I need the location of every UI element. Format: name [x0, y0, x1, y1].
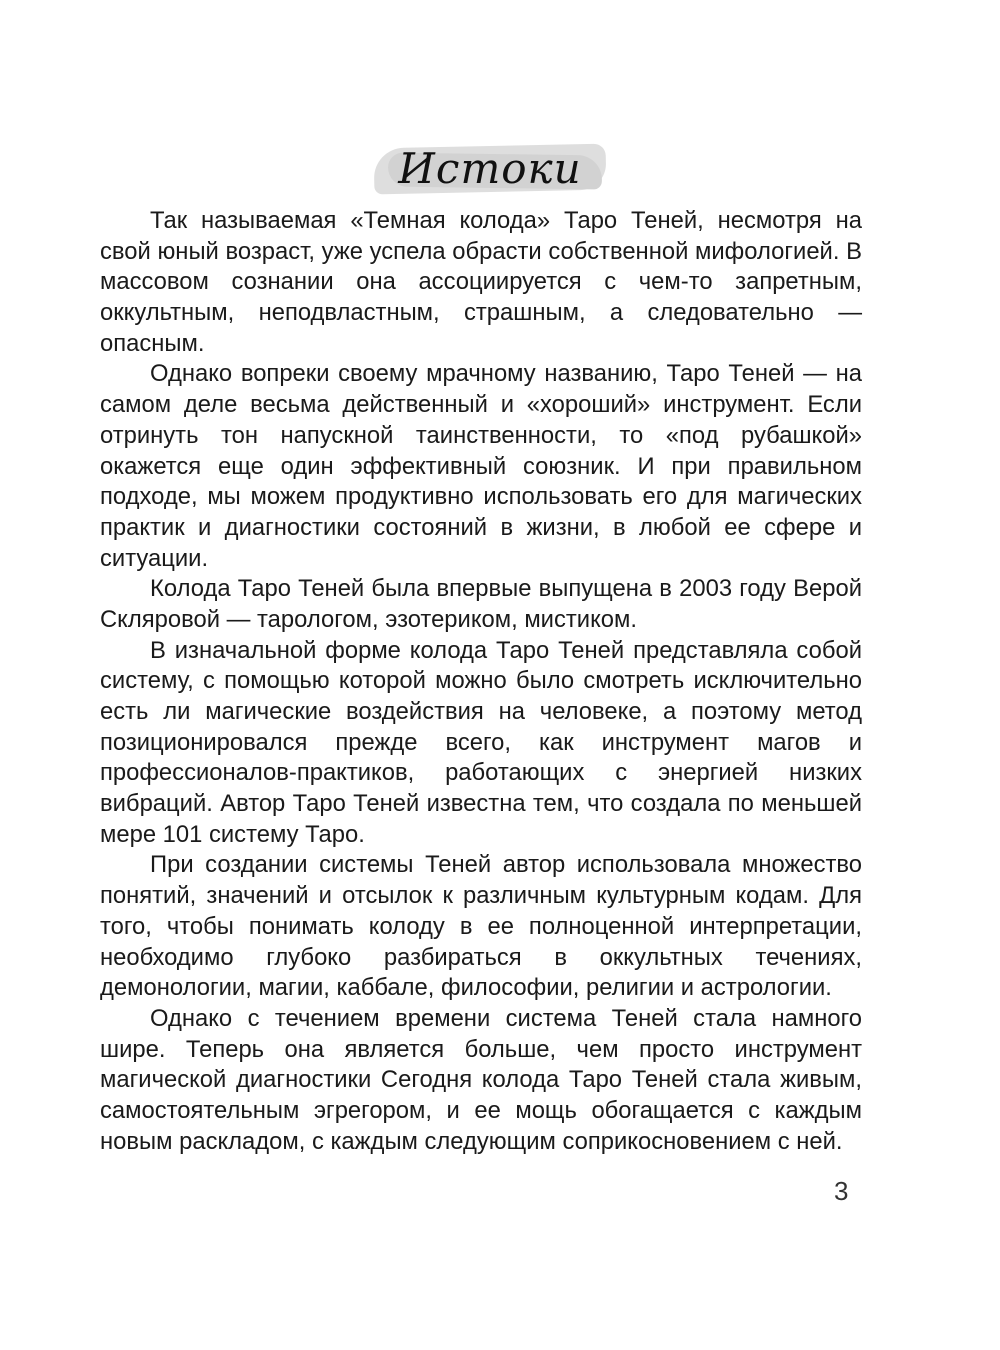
page-number: 3: [834, 1176, 849, 1206]
paragraph: Однако вопреки своему мрачному названию, Таро Теней — на самом деле весьма действенный и «хороший» инструмент. Если отринуть тон напускной таинственности, то «под рубашкой» окажется еще один эффективный союзник. И при правильном подходе, мы можем продуктивно использовать его для магических практик и диагностики состояний в жизни, в любой ее сфере и ситуации.: [100, 360, 862, 572]
chapter-title: Истоки: [398, 144, 582, 193]
paragraph: Колода Таро Теней была впервые выпущена в 2003 году Верой Скляровой — тарологом, эзотериком, мистиком.: [100, 575, 862, 633]
chapter-heading-block: [380, 140, 600, 198]
paragraph: Однако с течением времени система Теней стала намного шире. Теперь она является больше, чем просто инструмент магической диагностики Сегодня колода Таро Теней стала живым, самостоятельным эгрегором, и ее мощь обогащается с каждым новым раскладом, с каждым следующим соприкосновением с ней.: [100, 1004, 862, 1155]
chapter-body: [100, 206, 862, 1157]
paragraph: При создании системы Теней автор использовала множество понятий, значений и отсылок к различным культурным кодам. Для того, чтобы понимать колоду в ее полноценной интерпретации, необходимо глубоко разбираться в оккультных течениях, демонологии, магии, каббале, философии, религии и астрологии.: [100, 851, 862, 1002]
paragraph: Так называемая «Темная колода» Таро Теней, несмотря на свой юный возраст, уже успела обрасти собственной мифологией. В массовом сознании она ассоциируется с чем-то запретным, оккультным, неподвластным, страшным, а следовательно — опасным.: [100, 207, 862, 357]
paragraph: В изначальной форме колода Таро Теней представляла собой систему, с помощью которой можно было смотреть исключительно есть ли магические воздействия на человеке, а поэтому метод позиционировался прежде всего, как инструмент магов и профессионалов-практиков, работающих с энергией низких вибраций. Автор Таро Теней известна тем, что создала по меньшей мере 101 систему Таро.: [100, 636, 862, 848]
